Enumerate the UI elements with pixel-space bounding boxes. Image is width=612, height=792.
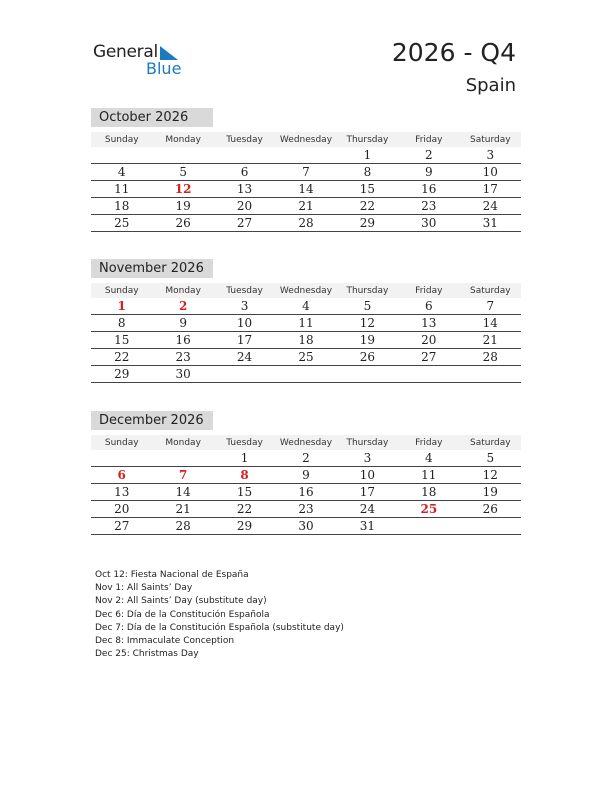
- day-cell: 16: [152, 332, 213, 349]
- day-cell: [460, 518, 521, 535]
- week-row: [91, 467, 521, 484]
- weekday-header: Saturday: [460, 132, 521, 147]
- day-cell: 3: [214, 298, 275, 315]
- day-cell: 6: [398, 298, 459, 315]
- day-cell: 2: [398, 147, 459, 164]
- week-row: [91, 215, 521, 232]
- day-cell: [91, 450, 152, 467]
- day-cell: 4: [275, 298, 336, 315]
- weekday-header: Thursday: [337, 132, 398, 147]
- day-cell: 30: [152, 366, 213, 383]
- weekday-header: Wednesday: [275, 283, 336, 298]
- weekday-header: Friday: [398, 435, 459, 450]
- logo: [93, 42, 193, 78]
- day-cell: 28: [460, 349, 521, 366]
- holiday-notes: [95, 569, 344, 661]
- day-cell: 28: [152, 518, 213, 535]
- day-cell: 21: [460, 332, 521, 349]
- week-row: [91, 450, 521, 467]
- day-cell: [91, 147, 152, 164]
- week-row: [91, 164, 521, 181]
- week-row: [91, 315, 521, 332]
- day-cell: 6: [91, 467, 152, 484]
- day-cell: 9: [398, 164, 459, 181]
- day-cell: 15: [337, 181, 398, 198]
- day-cell: 7: [275, 164, 336, 181]
- day-cell: 31: [337, 518, 398, 535]
- holiday-note: Dec 8: Immaculate Conception: [95, 636, 235, 647]
- day-cell: 20: [91, 501, 152, 518]
- day-cell: 1: [337, 147, 398, 164]
- day-cell: 19: [460, 484, 521, 501]
- day-cell: 17: [460, 181, 521, 198]
- weekday-header: Friday: [398, 132, 459, 147]
- holiday-note: Dec 6: Día de la Constitución Española: [95, 609, 270, 620]
- day-cell: 5: [460, 450, 521, 467]
- day-cell: 25: [398, 501, 459, 518]
- week-row: [91, 298, 521, 315]
- week-row: [91, 518, 521, 535]
- day-cell: 5: [337, 298, 398, 315]
- day-cell: 7: [152, 467, 213, 484]
- day-cell: 3: [460, 147, 521, 164]
- day-cell: 9: [275, 467, 336, 484]
- calendar-body: [91, 298, 521, 383]
- calendar-table: [91, 283, 521, 383]
- weekday-header: Thursday: [337, 435, 398, 450]
- day-cell: 13: [91, 484, 152, 501]
- day-cell: 20: [398, 332, 459, 349]
- country-name: Spain: [465, 75, 516, 96]
- day-cell: 22: [91, 349, 152, 366]
- day-cell: 8: [214, 467, 275, 484]
- day-cell: [275, 147, 336, 164]
- day-cell: 14: [460, 315, 521, 332]
- calendar-table: [91, 435, 521, 535]
- day-cell: 24: [460, 198, 521, 215]
- weekday-header-row: [91, 132, 521, 147]
- day-cell: 21: [275, 198, 336, 215]
- holiday-note: Nov 2: All Saints’ Day (substitute day): [95, 596, 267, 607]
- weekday-header: Friday: [398, 283, 459, 298]
- day-cell: 24: [214, 349, 275, 366]
- weekday-header: Sunday: [91, 132, 152, 147]
- day-cell: 23: [152, 349, 213, 366]
- weekday-header: Saturday: [460, 435, 521, 450]
- day-cell: 15: [214, 484, 275, 501]
- weekday-header: Saturday: [460, 283, 521, 298]
- day-cell: 9: [152, 315, 213, 332]
- month-title: December 2026: [91, 411, 213, 430]
- day-cell: 10: [460, 164, 521, 181]
- day-cell: 22: [214, 501, 275, 518]
- month-october: [91, 108, 521, 232]
- day-cell: 20: [214, 198, 275, 215]
- month-december: [91, 411, 521, 535]
- weekday-header: Wednesday: [275, 132, 336, 147]
- week-row: [91, 349, 521, 366]
- weekday-header: Thursday: [337, 283, 398, 298]
- day-cell: 15: [91, 332, 152, 349]
- day-cell: 23: [398, 198, 459, 215]
- week-row: [91, 484, 521, 501]
- weekday-header: Sunday: [91, 435, 152, 450]
- day-cell: 29: [91, 366, 152, 383]
- day-cell: 16: [275, 484, 336, 501]
- weekday-header: Monday: [152, 435, 213, 450]
- weekday-header: Sunday: [91, 283, 152, 298]
- day-cell: 17: [214, 332, 275, 349]
- calendar-body: [91, 450, 521, 535]
- holiday-note: Dec 25: Christmas Day: [95, 649, 199, 660]
- day-cell: 30: [398, 215, 459, 232]
- day-cell: [398, 366, 459, 383]
- day-cell: 4: [398, 450, 459, 467]
- day-cell: [275, 366, 336, 383]
- day-cell: 29: [214, 518, 275, 535]
- day-cell: 11: [398, 467, 459, 484]
- weekday-header: Tuesday: [214, 435, 275, 450]
- day-cell: 26: [152, 215, 213, 232]
- weekday-header: Wednesday: [275, 435, 336, 450]
- holiday-note: Nov 1: All Saints’ Day: [95, 583, 193, 594]
- day-cell: 13: [214, 181, 275, 198]
- week-row: [91, 366, 521, 383]
- day-cell: 10: [214, 315, 275, 332]
- calendar-table: [91, 132, 521, 232]
- day-cell: [152, 450, 213, 467]
- month-title: October 2026: [91, 108, 213, 127]
- day-cell: 18: [91, 198, 152, 215]
- day-cell: 6: [214, 164, 275, 181]
- day-cell: 18: [275, 332, 336, 349]
- day-cell: [152, 147, 213, 164]
- day-cell: 19: [337, 332, 398, 349]
- day-cell: 29: [337, 215, 398, 232]
- day-cell: 21: [152, 501, 213, 518]
- day-cell: 28: [275, 215, 336, 232]
- day-cell: 8: [91, 315, 152, 332]
- logo-text-blue: Blue: [146, 59, 182, 78]
- day-cell: 19: [152, 198, 213, 215]
- day-cell: 27: [214, 215, 275, 232]
- day-cell: 26: [460, 501, 521, 518]
- weekday-header: Tuesday: [214, 132, 275, 147]
- day-cell: 11: [275, 315, 336, 332]
- weekday-header: Monday: [152, 132, 213, 147]
- day-cell: 4: [91, 164, 152, 181]
- day-cell: 31: [460, 215, 521, 232]
- month-title: November 2026: [91, 259, 213, 278]
- week-row: [91, 147, 521, 164]
- day-cell: [398, 518, 459, 535]
- day-cell: 3: [337, 450, 398, 467]
- day-cell: [214, 147, 275, 164]
- day-cell: 12: [152, 181, 213, 198]
- weekday-header-row: [91, 283, 521, 298]
- day-cell: 16: [398, 181, 459, 198]
- day-cell: 7: [460, 298, 521, 315]
- day-cell: 5: [152, 164, 213, 181]
- week-row: [91, 181, 521, 198]
- week-row: [91, 332, 521, 349]
- day-cell: 25: [91, 215, 152, 232]
- day-cell: 14: [275, 181, 336, 198]
- logo-text-general: General: [93, 42, 158, 62]
- day-cell: 24: [337, 501, 398, 518]
- day-cell: 12: [337, 315, 398, 332]
- month-november: [91, 259, 521, 383]
- weekday-header: Tuesday: [214, 283, 275, 298]
- day-cell: 22: [337, 198, 398, 215]
- day-cell: 13: [398, 315, 459, 332]
- day-cell: 2: [152, 298, 213, 315]
- day-cell: [460, 366, 521, 383]
- weekday-header-row: [91, 435, 521, 450]
- day-cell: 18: [398, 484, 459, 501]
- weekday-header: Monday: [152, 283, 213, 298]
- page-title: 2026 - Q4: [391, 38, 516, 67]
- day-cell: 1: [91, 298, 152, 315]
- day-cell: 2: [275, 450, 336, 467]
- day-cell: 17: [337, 484, 398, 501]
- day-cell: 25: [275, 349, 336, 366]
- day-cell: 27: [91, 518, 152, 535]
- day-cell: 30: [275, 518, 336, 535]
- day-cell: 14: [152, 484, 213, 501]
- holiday-note: Oct 12: Fiesta Nacional de España: [95, 570, 249, 580]
- day-cell: 26: [337, 349, 398, 366]
- calendar-body: [91, 147, 521, 232]
- day-cell: [214, 366, 275, 383]
- day-cell: 11: [91, 181, 152, 198]
- day-cell: 1: [214, 450, 275, 467]
- week-row: [91, 501, 521, 518]
- day-cell: 12: [460, 467, 521, 484]
- day-cell: 8: [337, 164, 398, 181]
- day-cell: 23: [275, 501, 336, 518]
- holiday-note: Dec 7: Día de la Constitución Española (substitute day): [95, 622, 344, 633]
- day-cell: 27: [398, 349, 459, 366]
- day-cell: [337, 366, 398, 383]
- day-cell: 10: [337, 467, 398, 484]
- week-row: [91, 198, 521, 215]
